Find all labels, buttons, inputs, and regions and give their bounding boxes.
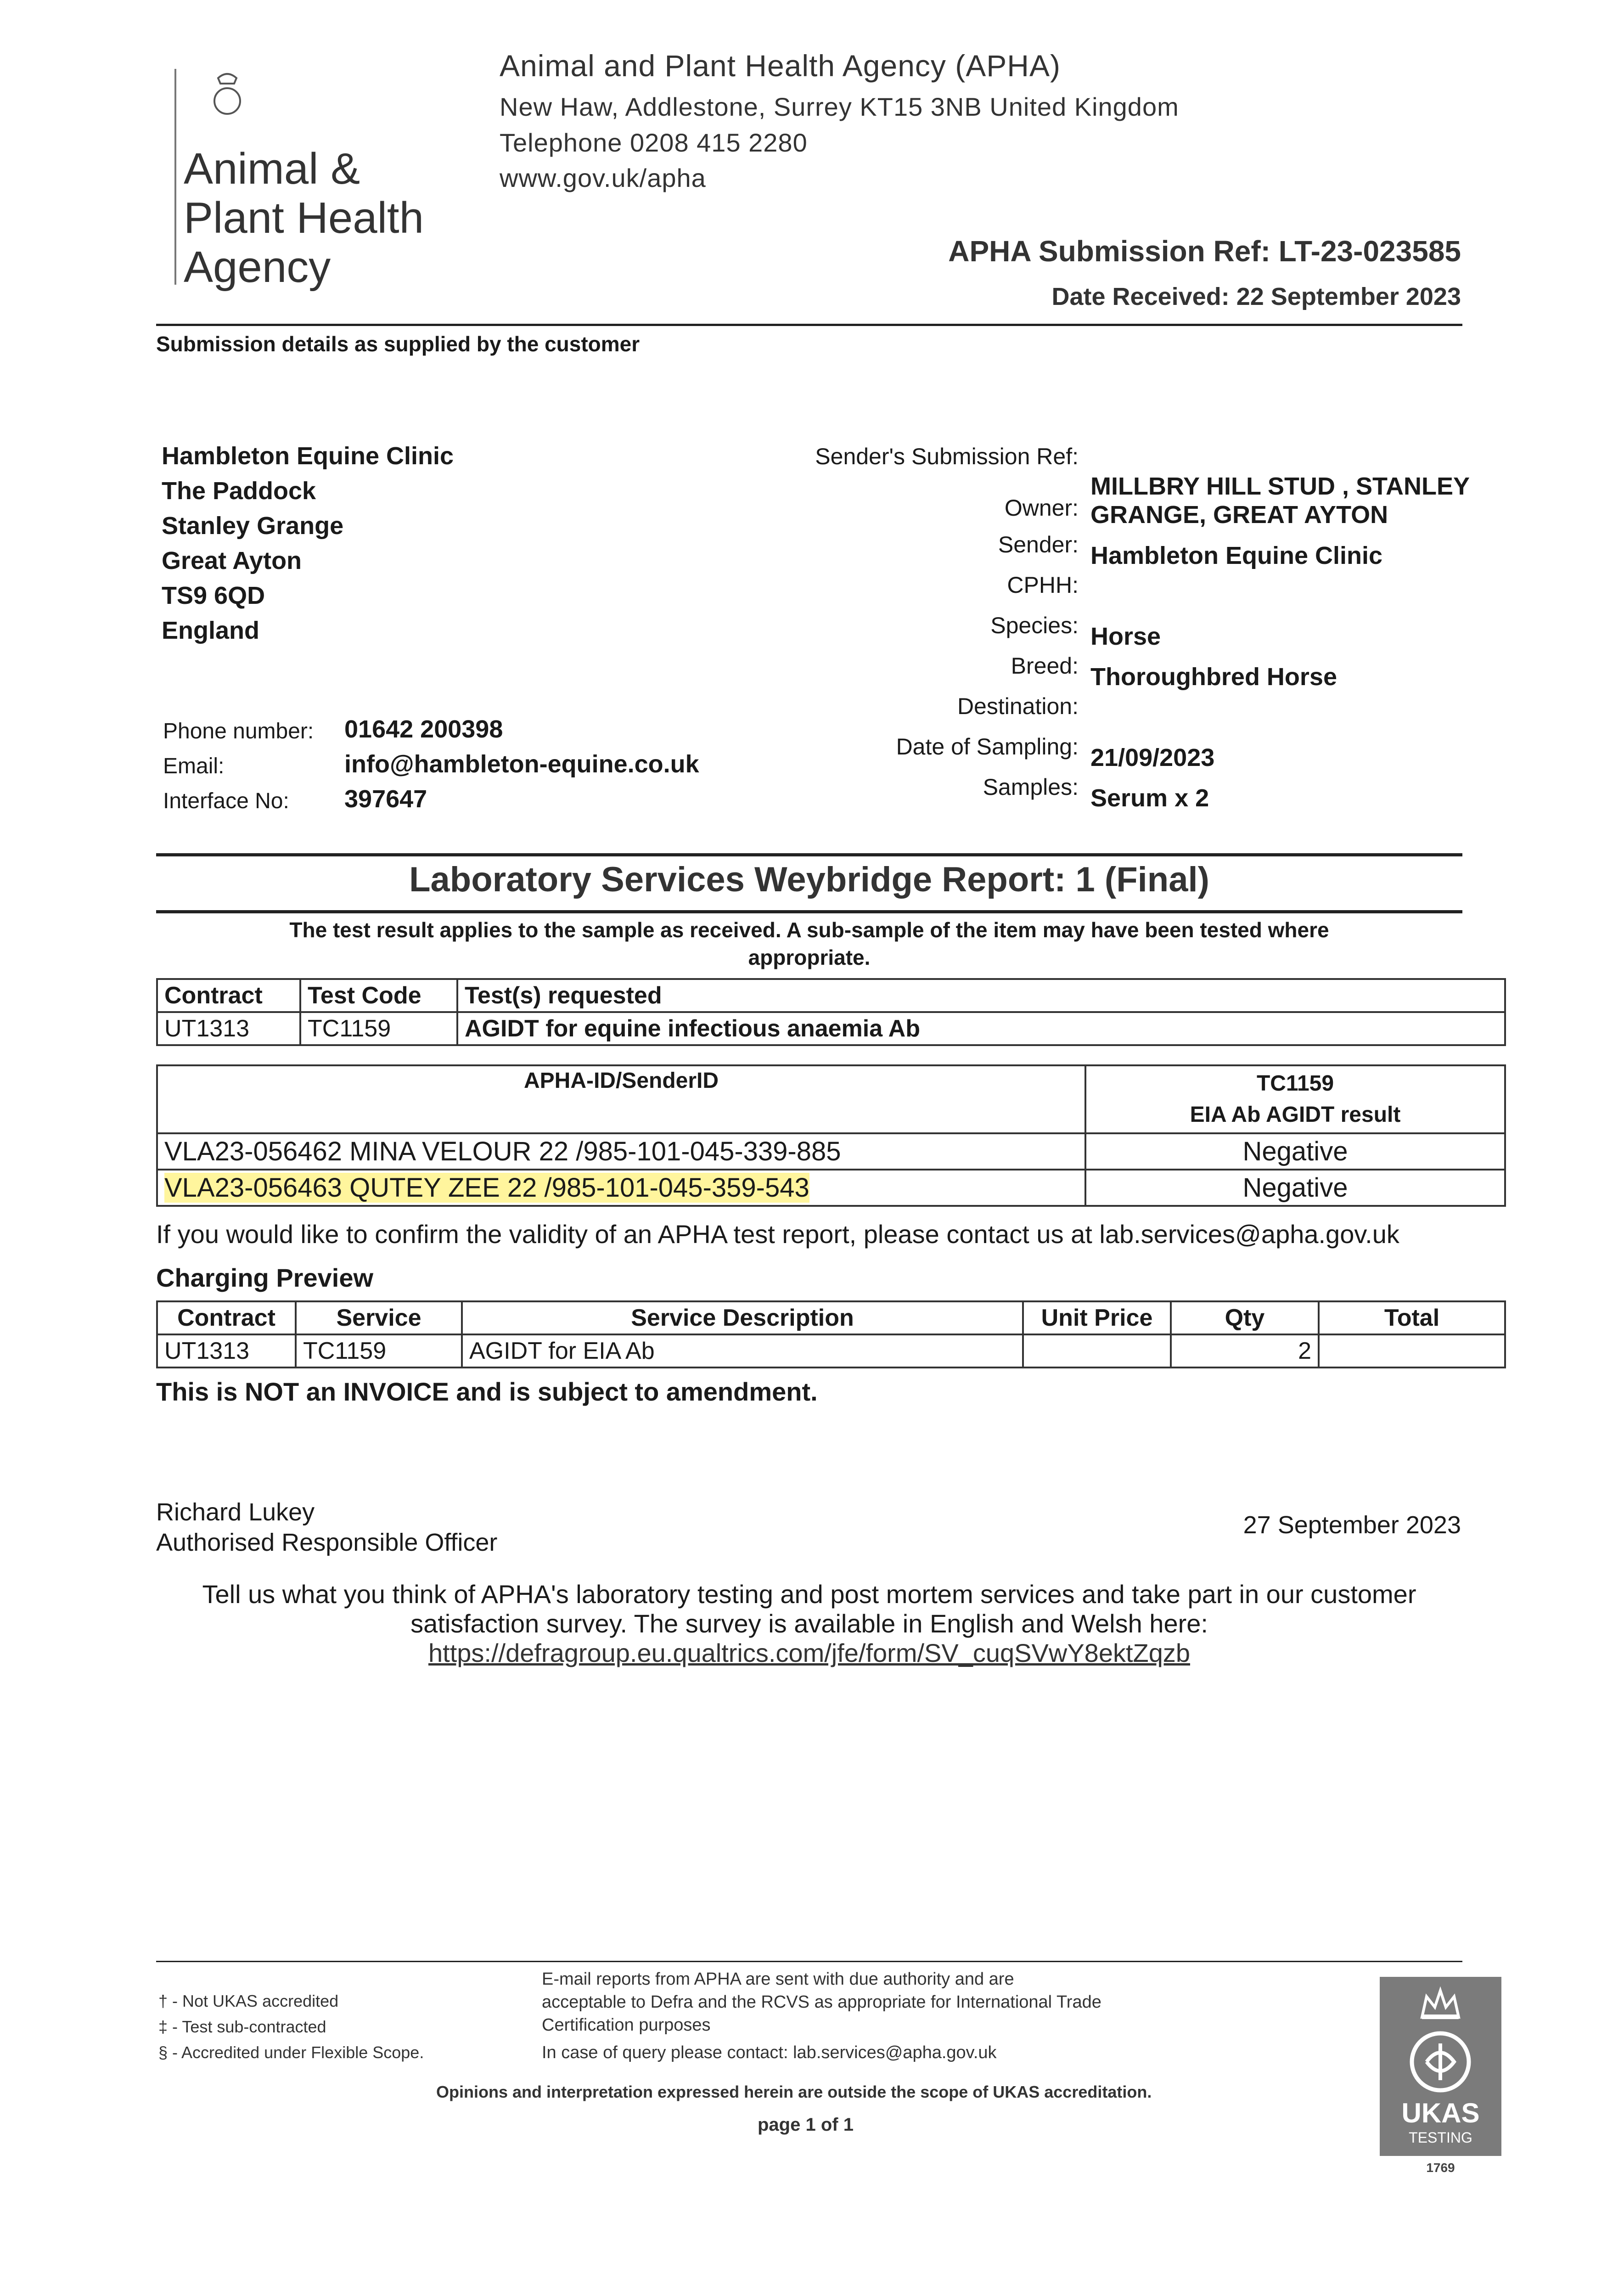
ukas-label: UKAS — [1401, 2098, 1480, 2128]
col-service: Service — [296, 1301, 462, 1334]
cell-result: Negative — [1085, 1170, 1505, 1206]
sampling-label: Date of Sampling: — [896, 734, 1079, 760]
footer-key — [158, 1988, 424, 2065]
table-header-row — [157, 1301, 1505, 1334]
address-line: Hambleton Equine Clinic — [162, 442, 454, 470]
footer-opinions: Opinions and interpretation expressed herein are outside the scope of UKAS accreditation. — [436, 2082, 1152, 2101]
owner-value — [1090, 472, 1470, 529]
footer-email-line: Certification purposes — [542, 2015, 711, 2035]
interface-value: 397647 — [344, 785, 427, 813]
cell-service-description: AGIDT for EIA Ab — [462, 1334, 1023, 1367]
date-received — [1052, 282, 1461, 311]
result-test-name: EIA Ab AGIDT result — [1190, 1103, 1401, 1127]
agency-website: www.gov.uk/apha — [500, 163, 706, 192]
email-value: info@hambleton-equine.co.uk — [344, 750, 699, 778]
species-label: Species: — [990, 613, 1079, 638]
address-line: TS9 6QD — [162, 582, 265, 609]
cell-contract: UT1313 — [157, 1334, 296, 1367]
phone-value: 01642 200398 — [344, 715, 503, 743]
customer-address — [162, 439, 454, 648]
officer-name: Richard Lukey — [156, 1498, 315, 1526]
col-result — [1085, 1065, 1505, 1133]
email-label: Email: — [163, 754, 225, 778]
cell-test-requested: AGIDT for equine infectious anaemia Ab — [457, 1012, 1505, 1045]
sender-ref-label: Sender's Submission Ref: — [815, 444, 1079, 469]
col-contract: Contract — [157, 979, 300, 1012]
report-title: Laboratory Services Weybridge Report: 1 (Final) — [409, 860, 1209, 899]
footer-key-line: § - Accredited under Flexible Scope. — [158, 2043, 424, 2062]
col-test-code: Test Code — [300, 979, 457, 1012]
signature-block — [156, 1497, 497, 1558]
submission-ref — [948, 234, 1461, 268]
agency-telephone: Telephone 0208 415 2280 — [500, 128, 808, 157]
charging-title: Charging Preview — [156, 1263, 374, 1292]
owner-label: Owner: — [1004, 495, 1079, 521]
results-table — [156, 1064, 1506, 1207]
report-rule-top — [156, 853, 1462, 856]
owner-line: MILLBRY HILL STUD , STANLEY — [1090, 473, 1470, 500]
cell-total — [1319, 1334, 1505, 1367]
officer-role: Authorised Responsible Officer — [156, 1529, 498, 1556]
owner-line: GRANGE, GREAT AYTON — [1090, 501, 1388, 529]
crown-icon — [1417, 1985, 1463, 2022]
submission-ref-label: APHA Submission Ref: — [948, 235, 1270, 268]
footer-key-line: † - Not UKAS accredited — [158, 1992, 339, 2010]
logo-line-1: Animal & — [184, 144, 360, 193]
cell-test-code: TC1159 — [300, 1012, 457, 1045]
detail-labels — [528, 436, 1079, 807]
destination-value — [1090, 697, 1382, 737]
cphh-value — [1090, 576, 1382, 616]
cell-qty: 2 — [1171, 1334, 1319, 1367]
table-row — [157, 1012, 1505, 1045]
interface-label: Interface No: — [163, 789, 289, 813]
ukas-tick-icon — [1406, 2027, 1475, 2096]
footer-email-line: E-mail reports from APHA are sent with due authority and are — [542, 1970, 1014, 1989]
col-total: Total — [1319, 1301, 1505, 1334]
detail-values — [1090, 535, 1382, 818]
sender-label: Sender: — [998, 532, 1079, 557]
footer-email-note — [542, 1968, 1101, 2064]
col-apha-id: APHA-ID/SenderID — [157, 1065, 1085, 1133]
survey-block — [156, 1580, 1462, 1668]
destination-label: Destination: — [957, 693, 1079, 719]
agency-name: Animal and Plant Health Agency (APHA) — [500, 49, 1061, 83]
sampling-value: 21/09/2023 — [1090, 744, 1215, 771]
cphh-label: CPHH: — [1007, 572, 1079, 598]
tests-table — [156, 978, 1506, 1046]
phone-label: Phone number: — [163, 719, 314, 743]
col-tests-requested: Test(s) requested — [457, 979, 1505, 1012]
cell-result: Negative — [1085, 1133, 1505, 1170]
col-contract: Contract — [157, 1301, 296, 1334]
address-line: England — [162, 617, 259, 644]
address-line: Great Ayton — [162, 547, 302, 574]
survey-line: satisfaction survey. The survey is available in English and Welsh here: — [410, 1609, 1208, 1638]
details-caption: Submission details as supplied by the customer — [156, 332, 640, 356]
sender-value: Hambleton Equine Clinic — [1090, 542, 1383, 569]
royal-crest-icon — [186, 69, 273, 138]
address-line: Stanley Grange — [162, 512, 344, 540]
cell-unit-price — [1023, 1334, 1171, 1367]
contact-labels — [163, 714, 314, 819]
table-header-row — [157, 979, 1505, 1012]
ukas-badge — [1380, 1977, 1501, 2156]
date-received-value: 22 September 2023 — [1236, 283, 1461, 310]
cell-sample-id: VLA23-056462 MINA VELOUR 22 /985-101-045-339-885 — [157, 1133, 1085, 1170]
address-line: The Paddock — [162, 477, 316, 505]
report-note-line: appropriate. — [748, 945, 871, 969]
table-header-row — [157, 1065, 1505, 1133]
validity-text: If you would like to confirm the validity of an APHA test report, please contact us at lab.services@apha.gov.uk — [156, 1220, 1399, 1249]
ukas-sub: TESTING — [1409, 2129, 1472, 2146]
charging-table — [156, 1300, 1506, 1368]
col-qty: Qty — [1171, 1301, 1319, 1334]
cell-sample-id — [157, 1170, 1085, 1206]
logo-line-3: Agency — [184, 242, 331, 292]
col-service-description: Service Description — [462, 1301, 1023, 1334]
footer-key-line: ‡ - Test sub-contracted — [158, 2017, 326, 2036]
logo-divider — [174, 69, 176, 285]
survey-link[interactable]: https://defragroup.eu.qualtrics.com/jfe/form/SV_cuqSVwY8ektZqzb — [428, 1638, 1191, 1667]
report-rule-bottom — [156, 910, 1462, 913]
date-received-label: Date Received: — [1051, 283, 1230, 310]
breed-value: Thoroughbred Horse — [1090, 663, 1337, 691]
footer-rule — [156, 1961, 1462, 1962]
cell-contract: UT1313 — [157, 1012, 300, 1045]
submission-ref-value: LT-23-023585 — [1278, 235, 1461, 268]
col-unit-price: Unit Price — [1023, 1301, 1171, 1334]
page-number: page 1 of 1 — [758, 2115, 854, 2135]
header-rule — [156, 324, 1462, 326]
report-note — [156, 916, 1462, 971]
footer-email-line: acceptable to Defra and the RCVS as appropriate for International Trade — [542, 1992, 1101, 2012]
footer-query-line: In case of query please contact: lab.services@apha.gov.uk — [542, 2043, 997, 2062]
samples-label: Samples: — [983, 774, 1079, 800]
table-row — [157, 1334, 1505, 1367]
invoice-disclaimer: This is NOT an INVOICE and is subject to amendment. — [156, 1377, 818, 1406]
ukas-number: 1769 — [1426, 2161, 1455, 2175]
report-date: 27 September 2023 — [1243, 1511, 1461, 1539]
highlighted-sample-id: VLA23-056463 QUTEY ZEE 22 /985-101-045-359-543 — [164, 1173, 809, 1203]
result-test-code: TC1159 — [1256, 1071, 1334, 1096]
breed-label: Breed: — [1011, 653, 1079, 679]
samples-value: Serum x 2 — [1090, 784, 1209, 812]
agency-address: New Haw, Addlestone, Surrey KT15 3NB United Kingdom — [500, 92, 1179, 121]
species-value: Horse — [1090, 623, 1161, 650]
cell-service: TC1159 — [296, 1334, 462, 1367]
table-row — [157, 1133, 1505, 1170]
table-row — [157, 1170, 1505, 1206]
report-note-line: The test result applies to the sample as received. A sub-sample of the item may have been tested where — [289, 918, 1329, 942]
survey-line: Tell us what you think of APHA's laboratory testing and post mortem services and take part in our customer — [202, 1580, 1416, 1609]
logo-line-2: Plant Health — [184, 193, 424, 242]
